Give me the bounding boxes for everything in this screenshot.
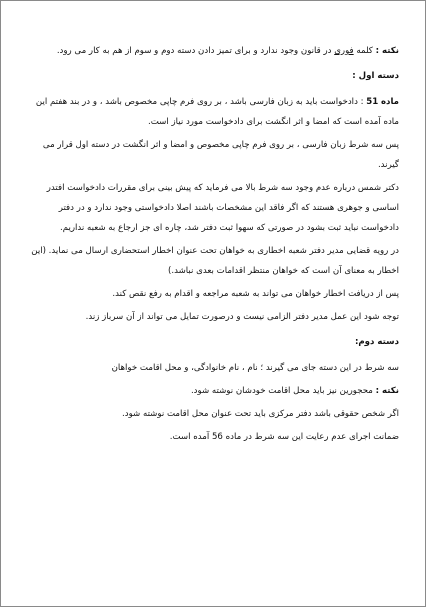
group1-paragraph-5: پس از دریافت اخطار خواهان می تواند به شعبه مراجعه و اقدام به رفع نقص کند. [112,289,399,299]
document-body [27,41,399,450]
group1-heading: دسته اول : [352,71,399,81]
group1-paragraph-4: در رویه قضایی مدیر دفتر شعبه اخطاری به خواهان تحت عنوان اخطار استحضاری ارسال می نماید. (این اخطار به معنای آن است که خواهان منتظر اقدامات بعدی نباشد.) [31,246,399,276]
note-text-2: محجورین نیز باید محل اقامت خودشان نوشته شود. [190,386,373,396]
article-number: 51 [366,97,379,107]
underlined-word: فوری [334,46,354,56]
note-text-b: در قانون وجود ندارد و برای تمیز دادن دسته دوم و سوم از هم به کار می رود. [56,46,332,56]
group2-paragraph-1: سه شرط در این دسته جای می گیرند ؛ نام ، نام خانوادگی، و محل اقامت خواهان [111,363,399,373]
group2-paragraph-3 [27,427,399,447]
group1-paragraph-3: دکتر شمس درباره عدم وجود سه شرط بالا می فرماید که پیش بینی برای مقررات دادخواست افتدر اساسی و جوهری هستند که اگر فاقد این مشخصات باشند اصلا دادخواستی وجود ندارد و در دفتر دادخواست نباید ثبت بشود در صورتی که سهوا ثبت دفتر شد، چاره ای جز ارجاع به شعبه نداریم. [46,183,399,233]
paragraph-3-text-b: آمده است. [169,432,210,442]
paragraph-3-text-a: ضمانت اجرای عدم رعایت این سه شرط در ماده [225,432,399,442]
group1-paragraph-2: پس سه شرط زبان فارسی ، بر روی فرم چاپی مخصوص و امضا و اثر انگشت در دسته اول قرار می گیرند. [42,140,399,170]
article-label: ماده [380,97,399,107]
note-label-2: نکته : [375,386,399,396]
note-paragraph-1 [27,41,399,61]
note-label: نکته : [375,46,399,56]
note-text-a: کلمه [356,46,373,56]
group2-heading: دسته دوم: [354,337,399,347]
group1-paragraph-6: توجه شود این عمل مدیر دفتر الزامی نیست و درصورت تمایل می تواند از آن سرباز زند. [85,312,399,322]
note-paragraph-2 [27,381,399,401]
article-text: : دادخواست باید به زبان فارسی باشد ، بر روی فرم چاپی مخصوص باشد ، و در بند هفتم این ماده آمده است که امضا و اثر انگشت برای دادخواست مورد نیاز است. [35,97,399,127]
article-51-paragraph [27,92,399,132]
article-56-number: 56 [211,432,223,442]
group2-paragraph-2: اگر شخص حقوقی باشد دفتر مرکزی باید تحت عنوان محل اقامت نوشته شود. [122,409,399,419]
